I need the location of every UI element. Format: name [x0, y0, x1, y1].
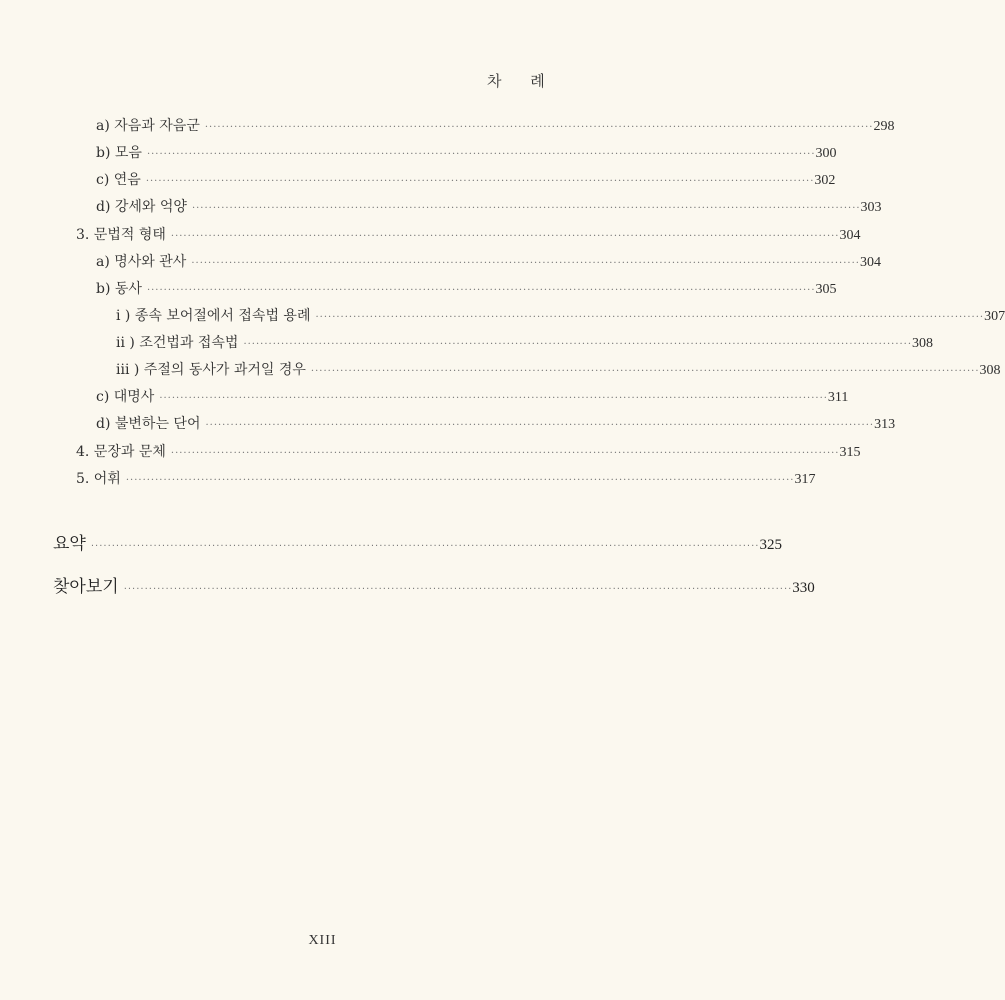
toc-entry-label: d) 강세와 억양 — [96, 199, 187, 215]
toc-entry — [116, 307, 1005, 327]
running-header: 차 례 — [487, 72, 557, 90]
toc-entry-page: 308 — [979, 363, 1001, 378]
toc-entry-page: 304 — [859, 255, 881, 270]
toc-entry-label: 5. 어휘 — [76, 471, 121, 487]
toc-entry — [76, 470, 816, 490]
toc-entry-label: c) 연음 — [96, 172, 141, 188]
leader-dots: ································································································································································ — [90, 541, 760, 552]
leader-dots: ································································································································································ — [159, 393, 828, 404]
toc-entry-label: b) 모음 — [96, 145, 142, 161]
toc-entry-page: 307 — [984, 309, 1005, 324]
leader-dots: ································································································································································ — [191, 258, 860, 269]
toc-entry — [76, 443, 861, 463]
leader-dots: ································································································································································ — [170, 231, 840, 242]
toc-entry-page: 303 — [860, 200, 882, 215]
toc-entry — [116, 361, 1001, 381]
page-number: XIII — [308, 933, 337, 948]
toc-entry-label: ii ) 조건법과 접속법 — [116, 335, 239, 351]
leader-dots: ································································································································································ — [205, 420, 875, 431]
toc-entry-page: 315 — [839, 445, 861, 460]
leader-dots: ································································································································································ — [125, 475, 795, 486]
toc-entry-major — [53, 534, 782, 556]
toc-entry-label: d) 불변하는 단어 — [96, 416, 201, 432]
leader-dots: ································································································································································ — [204, 122, 874, 133]
leader-dots: ································································································································································ — [146, 285, 816, 296]
toc-entry — [96, 144, 837, 164]
toc-entry-page: 313 — [874, 417, 896, 432]
toc-entry-page: 325 — [759, 537, 782, 553]
toc-entry-label: a) 자음과 자음군 — [96, 118, 200, 134]
leader-dots: ································································································································································ — [170, 448, 840, 459]
toc-entry — [96, 117, 895, 137]
toc-entry — [96, 171, 836, 191]
toc-entry — [76, 226, 861, 246]
toc-entry-page: 317 — [794, 472, 816, 487]
toc-entry-page: 304 — [839, 228, 861, 243]
toc-entry — [96, 198, 882, 218]
toc-entry-page: 305 — [815, 282, 837, 297]
toc-entry-page: 298 — [873, 119, 895, 134]
toc-entry-label: iii ) 주절의 동사가 과거일 경우 — [116, 362, 306, 378]
toc-entry-page: 311 — [827, 390, 849, 405]
toc-entry-label: 3. 문법적 형태 — [76, 227, 166, 243]
toc-entry — [96, 253, 881, 273]
leader-dots: ································································································································································ — [191, 203, 861, 214]
toc-entry — [116, 334, 934, 354]
leader-dots: ································································································································································ — [243, 339, 913, 350]
toc-entry-label: c) 대명사 — [96, 389, 155, 405]
leader-dots: ································································································································································ — [315, 312, 985, 323]
toc-entry-page: 300 — [815, 146, 837, 161]
toc-entry — [96, 280, 837, 300]
leader-dots: ································································································································································ — [145, 176, 815, 187]
toc-entry — [96, 415, 896, 435]
toc-entry-page: 330 — [792, 580, 815, 596]
toc-entry-major — [53, 577, 815, 599]
toc-entry — [96, 388, 849, 408]
toc-entry-label: b) 동사 — [96, 281, 142, 297]
toc-entry-label: 4. 문장과 문체 — [76, 444, 166, 460]
toc-entry-page: 302 — [814, 173, 836, 188]
toc-entry-label: a) 명사와 관사 — [96, 254, 187, 270]
toc-entry-label: 찾아보기 — [53, 577, 119, 597]
leader-dots: ································································································································································ — [123, 584, 793, 595]
toc-entry-label: 요약 — [53, 534, 86, 554]
toc-entry-label: i ) 종속 보어절에서 접속법 용례 — [116, 308, 311, 324]
leader-dots: ································································································································································ — [146, 149, 816, 160]
toc-entry-page: 308 — [912, 336, 934, 351]
leader-dots: ································································································································································ — [310, 366, 980, 377]
